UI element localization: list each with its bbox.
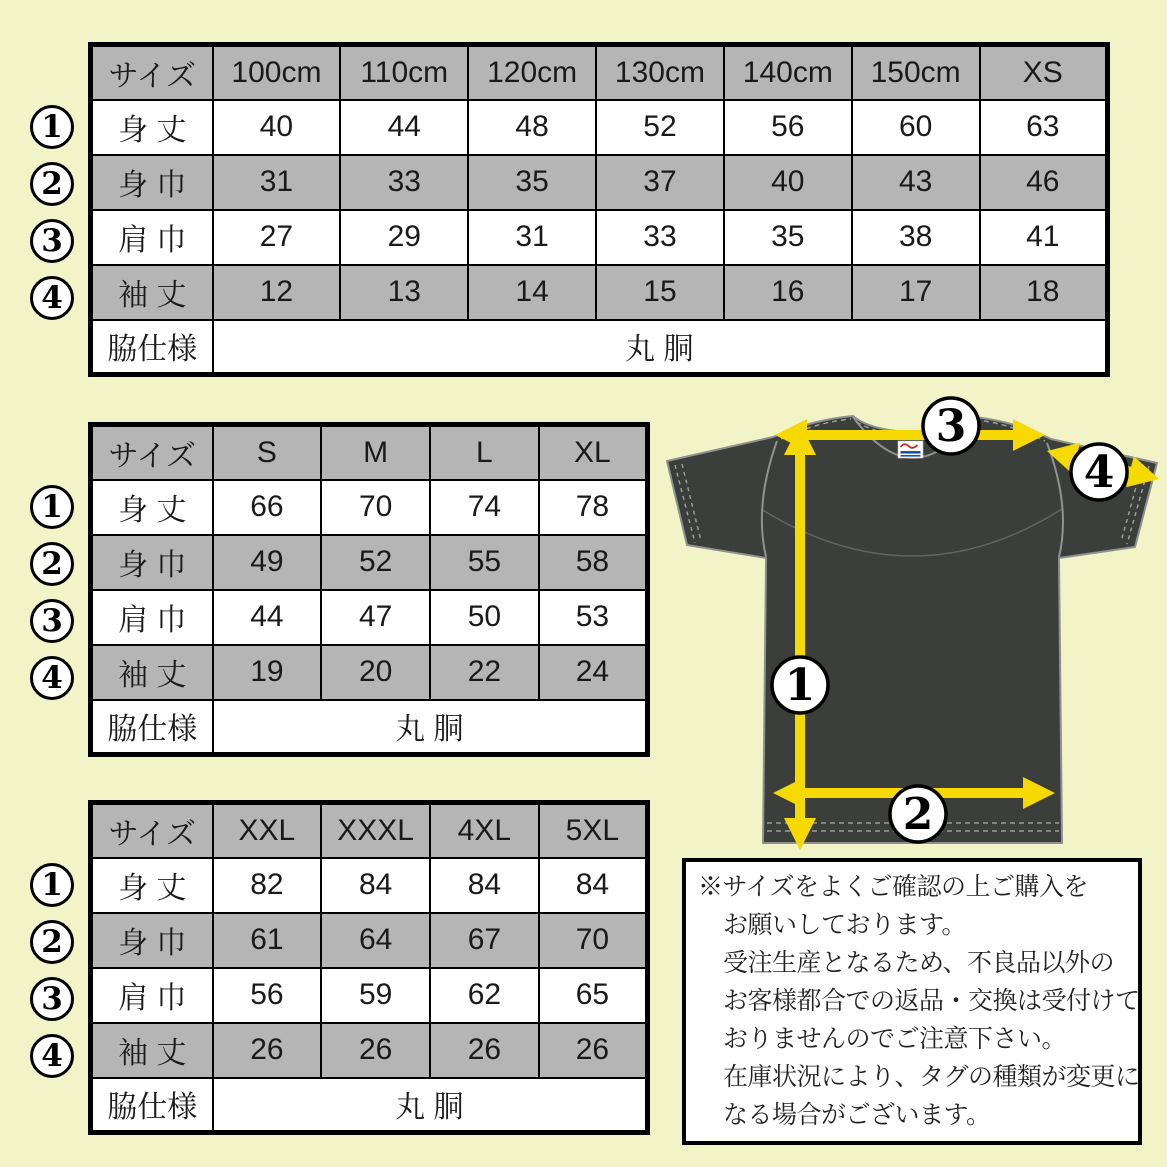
table-row — [91, 803, 648, 858]
measure-value-cell: 26 — [430, 1023, 539, 1078]
diagram-marker-2 — [890, 786, 946, 842]
measure-value-cell: 64 — [321, 913, 430, 968]
row-marker-label: 3 — [41, 222, 63, 259]
measure-value-cell: 50 — [430, 590, 539, 645]
measure-value-cell: 59 — [321, 968, 430, 1023]
row-marker-2 — [30, 920, 74, 964]
measure-value-cell: 31 — [468, 210, 596, 265]
measure-value-cell: 63 — [980, 100, 1108, 155]
table-row — [91, 265, 1108, 320]
measure-value-cell: 48 — [468, 100, 596, 155]
measure-value-cell: 44 — [340, 100, 468, 155]
size-table-big — [88, 800, 650, 1135]
svg-text:2: 2 — [902, 789, 934, 840]
measure-value-cell: 37 — [596, 155, 724, 210]
svg-text:4: 4 — [1083, 447, 1115, 498]
table-row — [91, 968, 648, 1023]
row-marker-label: 2 — [41, 923, 63, 960]
measure-value-cell: 19 — [213, 645, 322, 700]
measure-label-cell: 脇仕様 — [91, 320, 213, 375]
size-header-cell: S — [213, 425, 322, 480]
size-label-header: サイズ — [91, 45, 213, 100]
measure-value-cell: 35 — [468, 155, 596, 210]
size-header-cell: 5XL — [539, 803, 648, 858]
measure-value-cell: 66 — [213, 480, 322, 535]
size-label-header: サイズ — [91, 803, 213, 858]
notice-line: 受注生産となるため、不良品以外の — [723, 949, 1115, 977]
svg-text:1: 1 — [784, 660, 816, 711]
row-marker-1 — [30, 485, 74, 529]
tshirt-diagram — [655, 395, 1167, 865]
row-marker-label: 2 — [41, 165, 63, 202]
size-table-kids — [88, 42, 1110, 377]
measure-value-cell: 38 — [852, 210, 980, 265]
measure-value-cell: 26 — [321, 1023, 430, 1078]
diagram-marker-1 — [772, 657, 828, 713]
measure-value-cell: 78 — [539, 480, 648, 535]
table-row — [91, 210, 1108, 265]
measure-value-cell: 70 — [539, 913, 648, 968]
table-row — [91, 700, 648, 755]
table-row — [91, 320, 1108, 375]
size-label-header: サイズ — [91, 425, 213, 480]
measure-value-cell: 15 — [596, 265, 724, 320]
size-header-cell: 4XL — [430, 803, 539, 858]
table-row — [91, 45, 1108, 100]
measure-value-cell: 40 — [724, 155, 852, 210]
measure-label-cell: 身 丈 — [91, 480, 213, 535]
table-row — [91, 645, 648, 700]
measure-value-cell: 26 — [213, 1023, 322, 1078]
size-header-cell: XXL — [213, 803, 322, 858]
measure-value-cell: 55 — [430, 535, 539, 590]
measure-label-cell: 袖 丈 — [91, 1023, 213, 1078]
measure-value-cell: 62 — [430, 968, 539, 1023]
measure-label-cell: 脇仕様 — [91, 700, 213, 755]
measure-value-cell: 74 — [430, 480, 539, 535]
size-header-cell: L — [430, 425, 539, 480]
measure-value-cell: 31 — [213, 155, 341, 210]
measure-value-cell: 49 — [213, 535, 322, 590]
measure-value-cell: 35 — [724, 210, 852, 265]
measure-value-cell: 29 — [340, 210, 468, 265]
row-marker-label: 4 — [41, 659, 63, 696]
size-header-cell: XS — [980, 45, 1108, 100]
footer-value-cell: 丸 胴 — [213, 320, 1108, 375]
size-header-cell: 130cm — [596, 45, 724, 100]
measure-label-cell: 身 丈 — [91, 858, 213, 913]
row-marker-3 — [30, 599, 74, 643]
footer-value-cell: 丸 胴 — [213, 1078, 648, 1133]
collar-tag — [898, 441, 923, 458]
measure-value-cell: 22 — [430, 645, 539, 700]
measure-value-cell: 33 — [596, 210, 724, 265]
measure-label-cell: 肩 巾 — [91, 968, 213, 1023]
notice-line: なる場合がございます。 — [723, 1101, 991, 1129]
measure-value-cell: 84 — [539, 858, 648, 913]
table-row — [91, 100, 1108, 155]
row-marker-label: 3 — [41, 602, 63, 639]
measure-label-cell: 袖 丈 — [91, 645, 213, 700]
table-row — [91, 425, 648, 480]
measure-value-cell: 43 — [852, 155, 980, 210]
notice-line: お願いしております。 — [723, 911, 967, 939]
svg-text:3: 3 — [935, 401, 967, 452]
measure-value-cell: 58 — [539, 535, 648, 590]
row-marker-label: 1 — [41, 108, 63, 145]
measure-value-cell: 24 — [539, 645, 648, 700]
measure-label-cell: 脇仕様 — [91, 1078, 213, 1133]
row-marker-4 — [30, 656, 74, 700]
table-row — [91, 535, 648, 590]
row-marker-label: 3 — [41, 980, 63, 1017]
size-header-cell: 140cm — [724, 45, 852, 100]
table-row — [91, 858, 648, 913]
diagram-marker-4 — [1071, 444, 1127, 500]
measure-label-cell: 肩 巾 — [91, 590, 213, 645]
measure-value-cell: 56 — [213, 968, 322, 1023]
row-marker-label: 4 — [41, 1037, 63, 1074]
row-marker-label: 1 — [41, 866, 63, 903]
measure-value-cell: 67 — [430, 913, 539, 968]
row-marker-1 — [30, 105, 74, 149]
measure-value-cell: 52 — [596, 100, 724, 155]
measure-value-cell: 40 — [213, 100, 341, 155]
row-marker-1 — [30, 863, 74, 907]
row-marker-3 — [30, 977, 74, 1021]
table-row — [91, 155, 1108, 210]
measure-label-cell: 袖 丈 — [91, 265, 213, 320]
measure-value-cell: 27 — [213, 210, 341, 265]
measure-value-cell: 46 — [980, 155, 1108, 210]
size-header-cell: XXXL — [321, 803, 430, 858]
measure-value-cell: 44 — [213, 590, 322, 645]
measure-value-cell: 13 — [340, 265, 468, 320]
size-header-cell: 100cm — [213, 45, 341, 100]
size-header-cell: M — [321, 425, 430, 480]
measure-value-cell: 14 — [468, 265, 596, 320]
row-marker-label: 1 — [41, 488, 63, 525]
measure-label-cell: 身 巾 — [91, 155, 213, 210]
row-marker-label: 2 — [41, 545, 63, 582]
measure-label-cell: 身 巾 — [91, 913, 213, 968]
measure-value-cell: 20 — [321, 645, 430, 700]
size-table-adult — [88, 422, 650, 757]
measure-value-cell: 70 — [321, 480, 430, 535]
measure-label-cell: 身 丈 — [91, 100, 213, 155]
size-header-cell: 150cm — [852, 45, 980, 100]
measure-value-cell: 65 — [539, 968, 648, 1023]
table-row — [91, 1023, 648, 1078]
row-marker-4 — [30, 1034, 74, 1078]
notice-line: ※サイズをよくご確認の上ご購入を — [698, 873, 1089, 901]
measure-value-cell: 18 — [980, 265, 1108, 320]
measure-value-cell: 53 — [539, 590, 648, 645]
row-marker-4 — [30, 276, 74, 320]
measure-value-cell: 84 — [321, 858, 430, 913]
row-marker-label: 4 — [41, 279, 63, 316]
notice-line: お客様都合での返品・交換は受付けて — [723, 987, 1140, 1015]
measure-value-cell: 60 — [852, 100, 980, 155]
measure-value-cell: 52 — [321, 535, 430, 590]
measure-value-cell: 33 — [340, 155, 468, 210]
footer-value-cell: 丸 胴 — [213, 700, 648, 755]
notice-line: 在庫状況により、タグの種類が変更に — [723, 1063, 1140, 1091]
notice-box — [682, 858, 1142, 1145]
measure-value-cell: 47 — [321, 590, 430, 645]
row-marker-3 — [30, 219, 74, 263]
size-header-cell: 110cm — [340, 45, 468, 100]
measure-value-cell: 16 — [724, 265, 852, 320]
measure-value-cell: 41 — [980, 210, 1108, 265]
measure-value-cell: 61 — [213, 913, 322, 968]
notice-line: おりませんのでご注意下さい。 — [723, 1025, 1067, 1053]
measure-value-cell: 84 — [430, 858, 539, 913]
size-header-cell: XL — [539, 425, 648, 480]
table-row — [91, 1078, 648, 1133]
measure-label-cell: 身 巾 — [91, 535, 213, 590]
row-marker-2 — [30, 162, 74, 206]
measure-value-cell: 82 — [213, 858, 322, 913]
measure-value-cell: 56 — [724, 100, 852, 155]
measure-value-cell: 12 — [213, 265, 341, 320]
row-marker-2 — [30, 542, 74, 586]
table-row — [91, 480, 648, 535]
table-row — [91, 590, 648, 645]
measure-label-cell: 肩 巾 — [91, 210, 213, 265]
measure-value-cell: 26 — [539, 1023, 648, 1078]
size-header-cell: 120cm — [468, 45, 596, 100]
table-row — [91, 913, 648, 968]
measure-value-cell: 17 — [852, 265, 980, 320]
diagram-marker-3 — [923, 398, 979, 454]
